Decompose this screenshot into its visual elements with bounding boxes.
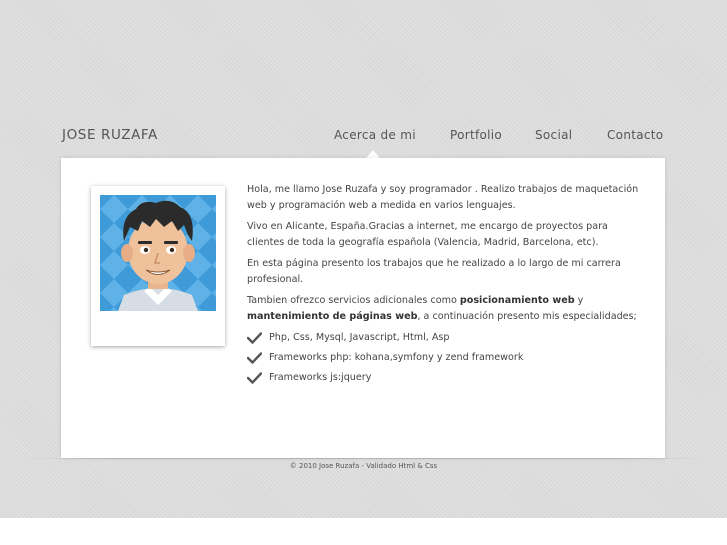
- list-item: Php, Css, Mysql, Javascript, Html, Asp: [247, 330, 642, 350]
- nav-social[interactable]: Social: [535, 128, 573, 142]
- nav-acerca[interactable]: Acerca de mi: [334, 128, 416, 142]
- about-text: [247, 182, 642, 390]
- intro-paragraph: Hola, me llamo Jose Ruzafa y soy programador . Realizo trabajos de maquetación web y programación web a medida en varios lenguajes.: [247, 184, 639, 211]
- maintenance-highlight: mantenimiento de páginas web: [247, 310, 418, 322]
- profile-photo-frame: [91, 186, 225, 346]
- services-paragraph: Tambien ofrezco servicios adicionales como posicionamiento web y mantenimiento de páginas web, a continuación presento mis especialidades;: [247, 295, 637, 322]
- check-icon: [247, 372, 262, 384]
- avatar: [100, 195, 216, 311]
- check-icon: [247, 352, 262, 364]
- nav-portfolio[interactable]: Portfolio: [450, 128, 503, 142]
- location-paragraph: Vivo en Alicante, España.Gracias a internet, me encargo de proyectos para clientes de toda la geografía española (Valencia, Madrid, Barcelona, etc).: [247, 221, 608, 248]
- footer: © 2010 Jose Ruzafa - Validado Html & Css: [289, 462, 438, 470]
- portfolio-paragraph: En esta página presento los trabajos que he realizado a lo largo de mi carrera profesional.: [247, 258, 621, 285]
- list-item: Frameworks js:jquery: [247, 370, 642, 390]
- active-nav-pointer: [366, 150, 380, 158]
- content-card: [61, 158, 665, 458]
- list-item: Frameworks php: kohana,symfony y zend framework: [247, 350, 642, 370]
- main-nav: [0, 128, 727, 148]
- skills-list: [247, 330, 642, 390]
- seo-highlight: posicionamiento web: [459, 295, 575, 306]
- site-logo[interactable]: JOSE RUZAFA: [62, 127, 158, 143]
- check-icon: [247, 332, 262, 344]
- nav-contacto[interactable]: Contacto: [607, 128, 664, 142]
- divider: [18, 458, 710, 459]
